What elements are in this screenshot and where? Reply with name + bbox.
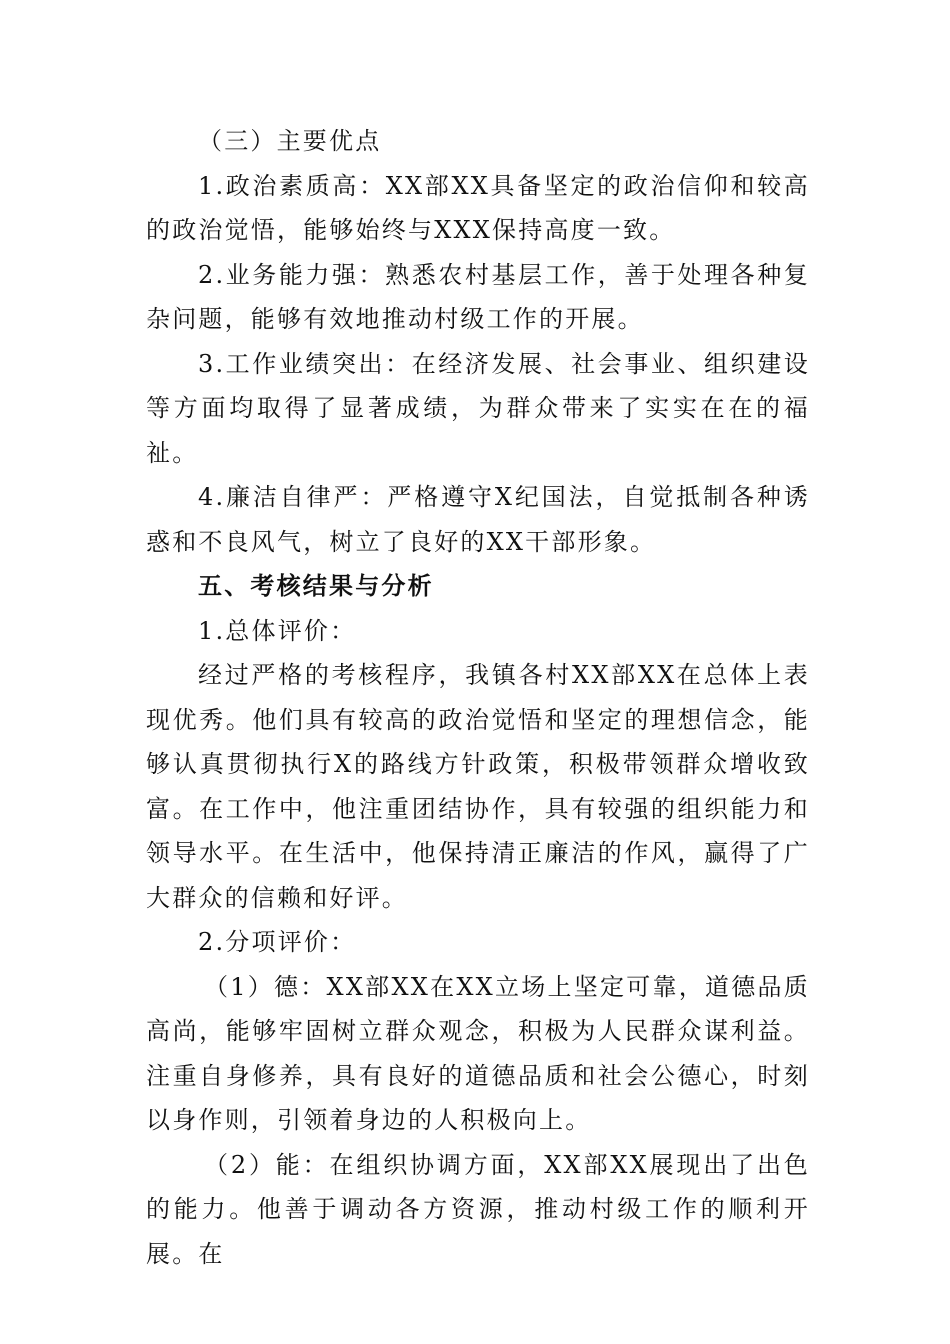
- paragraph-integrity: 4.廉洁自律严：严格遵守X纪国法，自觉抵制各种诱惑和不良风气，树立了良好的XX干部形象。: [146, 483, 810, 556]
- paragraph-morality: （1）德：XX部XX在XX立场上坚定可靠，道德品质高尚，能够牢固树立群众观念，积极为人民群众谋利益。注重自身修养，具有良好的道德品质和社会公德心，时刻以身作则，引领着身边的人积极向上。: [146, 972, 810, 1134]
- subsection-heading-main-strengths: （三）主要优点: [198, 127, 382, 155]
- document-body: [146, 119, 810, 1276]
- paragraph-overall-evaluation: 经过严格的考核程序，我镇各村XX部XX在总体上表现优秀。他们具有较高的政治觉悟和坚定的理想信念，能够认真贯彻执行X的路线方针政策，积极带领群众增收致富。在工作中，他注重团结协作，具有较强的组织能力和领导水平。在生活中，他保持清正廉洁的作风，赢得了广大群众的信赖和好评。: [146, 661, 810, 912]
- paragraph-itemized-evaluation-label: 2.分项评价：: [198, 928, 357, 956]
- section-heading-assessment-results: 五、考核结果与分析: [198, 571, 434, 600]
- paragraph-political-quality: 1.政治素质高：XX部XX具备坚定的政治信仰和较高的政治觉悟，能够始终与XXX保持高度一致。: [146, 171, 810, 244]
- paragraph-ability: （2）能：在组织协调方面，XX部XX展现出了出色的能力。他善于调动各方资源，推动村级工作的顺利开展。在: [146, 1150, 810, 1268]
- paragraph-business-ability: 2.业务能力强：熟悉农村基层工作，善于处理各种复杂问题，能够有效地推动村级工作的开展。: [146, 260, 810, 333]
- paragraph-work-performance: 3.工作业绩突出：在经济发展、社会事业、组织建设等方面均取得了显著成绩，为群众带来了实实在在的福祉。: [146, 349, 810, 467]
- paragraph-overall-evaluation-label: 1.总体评价：: [198, 616, 357, 645]
